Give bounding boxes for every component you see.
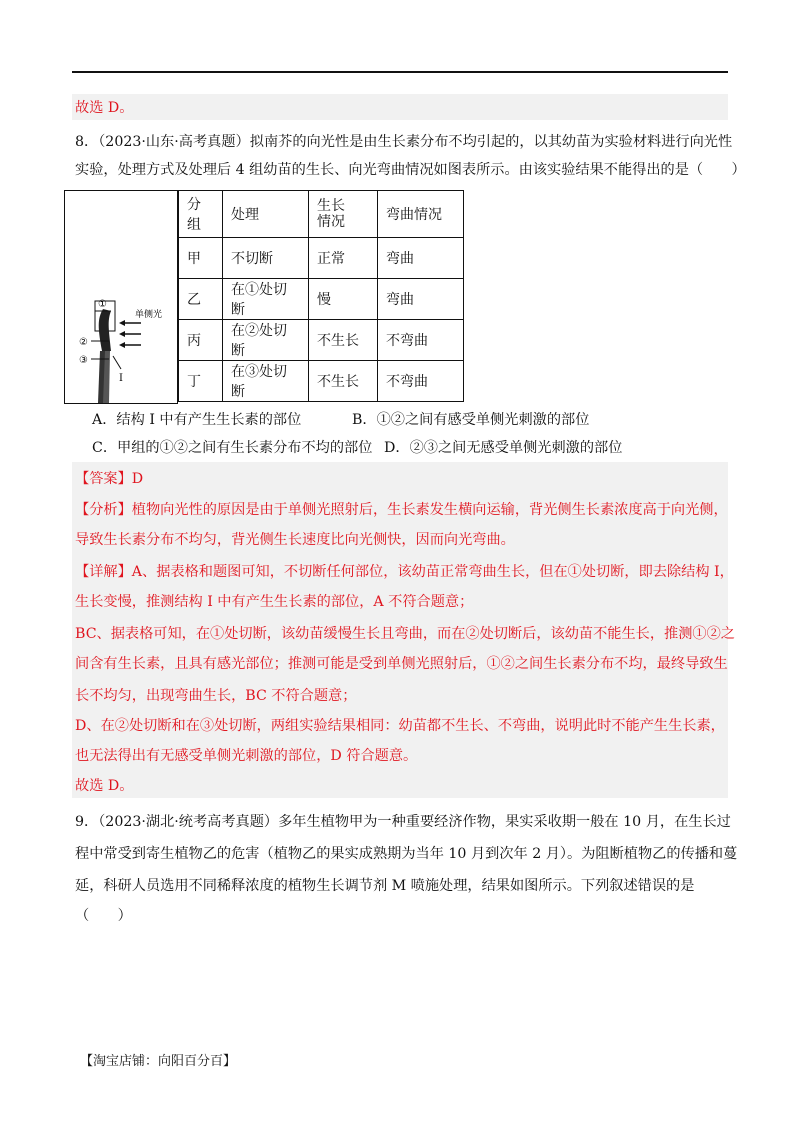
answer-line [75, 469, 143, 489]
header-cell: 分组 [179, 191, 223, 238]
light-arrows [119, 320, 141, 348]
table-cell: 不弯曲 [378, 361, 464, 402]
table-cell: 乙 [179, 279, 223, 320]
q9-line2: 程中常受到寄生植物乙的危害（植物乙的果实成熟期为当年 10 月到次年 2 月）。为阻断植物乙的传播和蔓 [75, 846, 738, 862]
table-cell: 正常 [309, 238, 378, 279]
mark-1-label: ① [98, 299, 107, 310]
structure-I-label: I [119, 373, 123, 384]
pointer-line-I [113, 356, 121, 369]
seedling-diagram [65, 191, 179, 405]
experiment-table [178, 190, 464, 402]
q9-line3: 延，科研人员选用不同稀释浓度的植物生长调节剂 M 喷施处理，结果如图所示。下列叙述错误的是 [75, 878, 695, 894]
header-cell: 弯曲情况 [378, 191, 464, 238]
detail-line7: 也无法得出有无感受单侧光刺激的部位，D 符合题意。 [75, 748, 418, 764]
option-d: D．②③之间无感受单侧光刺激的部位 [384, 440, 623, 456]
table-cell: 在②处切断 [223, 320, 309, 361]
table-cell: 在③处切断 [223, 361, 309, 402]
detail-line3: BC、据表格可知，在①处切断，该幼苗缓慢生长且弯曲，而在②处切断后，该幼苗不能生长，推测①②之 [75, 626, 735, 642]
mark-3-label: ③ [79, 355, 88, 366]
table-row [179, 320, 464, 361]
table-cell: 丙 [179, 320, 223, 361]
table-cell: 在①处切断 [223, 279, 309, 320]
mark-2-label: ② [79, 337, 88, 348]
q9-line1: 9．（2023·湖北·统考高考真题）多年生植物甲为一种重要经济作物，果实采收期一般在 10 月，在生长过 [75, 814, 731, 830]
option-a: A．结构 I 中有产生生长素的部位 [92, 412, 302, 428]
table-cell: 弯曲 [378, 279, 464, 320]
option-c: C．甲组的①②之间有生长素分布不均的部位 [92, 440, 373, 456]
detail-line5: 长不均匀，出现弯曲生长，BC 不符合题意； [75, 688, 357, 704]
table-cell: 不弯曲 [378, 320, 464, 361]
table-cell: 丁 [179, 361, 223, 402]
table-cell: 不生长 [309, 361, 378, 402]
seedling-figure [64, 190, 178, 404]
detail-line4: 间含有生长素，且具有感光部位；推测可能是受到单侧光照射后，①②之间生长素分布不均，最终导致生 [75, 656, 728, 672]
header-rule [72, 71, 728, 73]
option-b: B．①②之间有感受单侧光刺激的部位 [352, 412, 590, 428]
table-cell: 甲 [179, 238, 223, 279]
answer-value: D [131, 471, 144, 487]
prev-answer-block [72, 94, 728, 120]
table-cell: 慢 [309, 279, 378, 320]
light-label: 单侧光 [135, 310, 163, 320]
detail-tag: 【详解】 [75, 564, 132, 580]
analysis-line1: 【分析】植物向光性的原因是由于单侧光照射后，生长素发生横向运输，背光侧生长素浓度高于向光侧， [75, 502, 728, 518]
prev-conclusion: 故选 D。 [75, 100, 134, 116]
footer-shop: 【淘宝店铺：向阳百分百】 [80, 1054, 237, 1069]
table-cell: 弯曲 [378, 238, 464, 279]
answer-tag: 【答案】 [75, 471, 132, 487]
table-row [179, 238, 464, 279]
analysis-line2: 导致生长素分布不均匀，背光侧生长速度比向光侧快，因而向光弯曲。 [75, 532, 515, 548]
table-header-row [179, 191, 464, 238]
analysis-tag: 【分析】 [75, 502, 132, 518]
table-row [179, 279, 464, 320]
header-cell: 生长情况 [309, 191, 378, 238]
table-cell: 不切断 [223, 238, 309, 279]
q9-line4: （ ） [75, 908, 132, 924]
header-cell: 处理 [223, 191, 309, 238]
conclusion-line: 故选 D。 [75, 778, 134, 794]
q8-stem-line2: 实验，处理方式及处理后 4 组幼苗的生长、向光弯曲情况如图表所示。由该实验结果不能得出的是（ ） [75, 162, 746, 178]
detail-line6: D、在②处切断和在③处切断，两组实验结果相同：幼苗都不生长、不弯曲，说明此时不能产生生长素， [75, 718, 725, 734]
table-cell: 不生长 [309, 320, 378, 361]
detail-line1: 【详解】A、据表格和题图可知，不切断任何部位，该幼苗正常弯曲生长，但在①处切断，即去除结构 I， [75, 564, 734, 580]
table-row [179, 361, 464, 402]
q8-stem-line1: 8．（2023·山东·高考真题）拟南芥的向光性是由生长素分布不均引起的，以其幼苗为实验材料进行向光性 [75, 134, 733, 150]
detail-line2: 生长变慢，推测结构 I 中有产生生长素的部位，A 不符合题意； [75, 594, 474, 610]
